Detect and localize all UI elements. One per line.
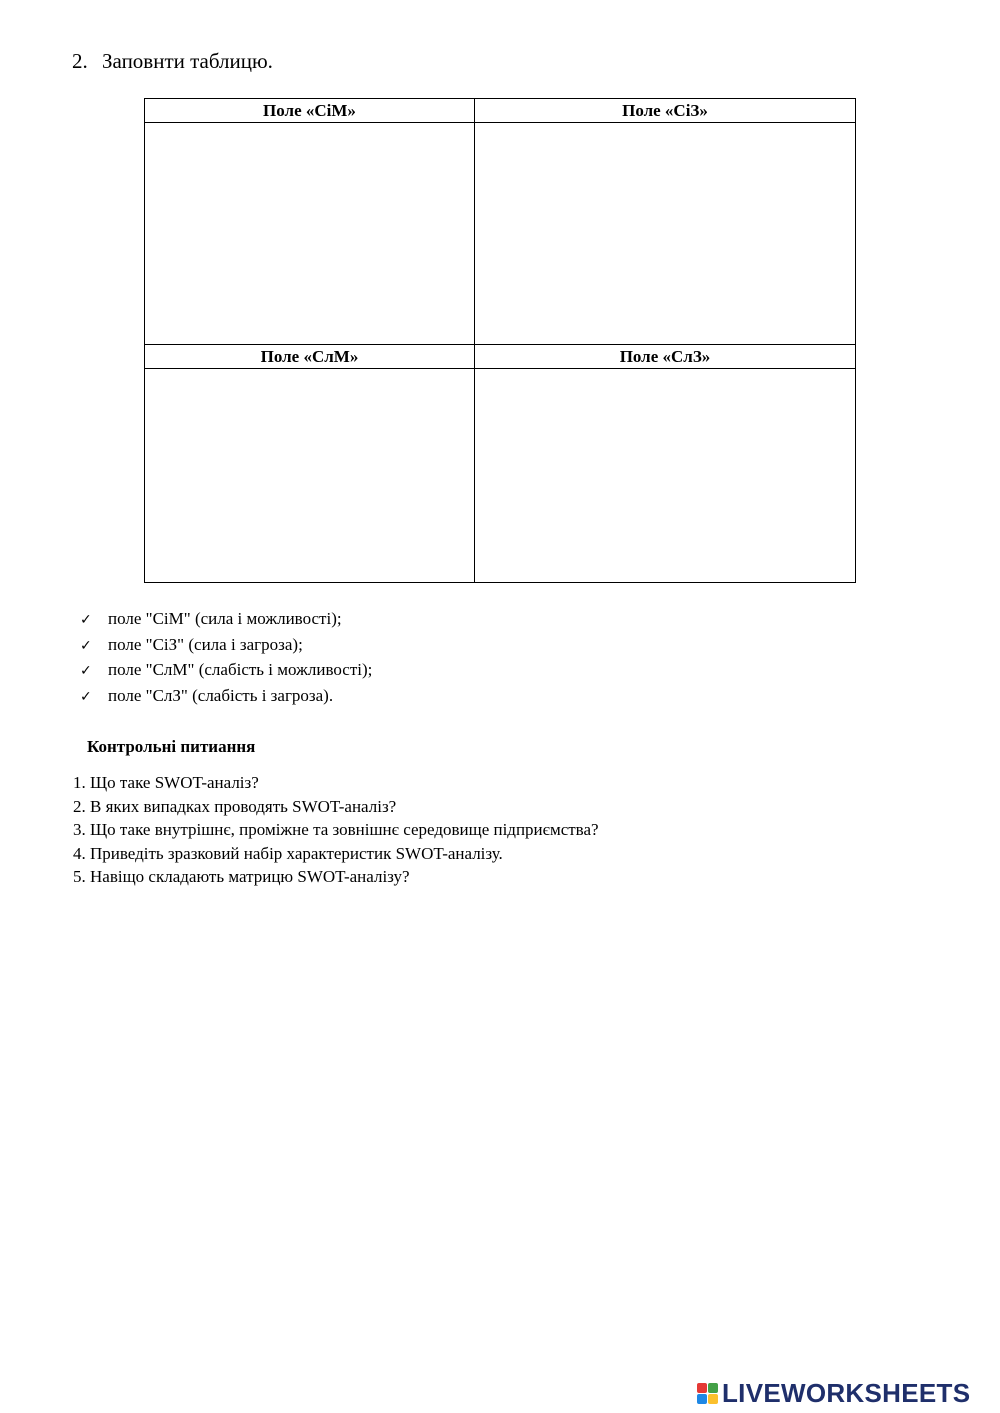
legend-list — [80, 607, 372, 709]
task-text: Заповнти таблицю. — [102, 49, 273, 73]
legend-item-text: поле "СіЗ" (сила і загроза); — [108, 634, 303, 654]
legend-item-text: поле "СлЗ" (слабість і загроза). — [108, 685, 334, 705]
swot-input-row-bottom — [145, 369, 856, 583]
logo-mark-icon — [697, 1383, 718, 1404]
header-sim: Поле «СіМ» — [145, 99, 475, 123]
legend-item-text: поле "СіМ" (сила і можливості); — [108, 609, 342, 628]
logo-square — [697, 1383, 707, 1393]
logo-square — [708, 1383, 718, 1393]
list-item — [80, 684, 372, 710]
field-siz-input[interactable] — [475, 123, 856, 345]
control-questions-list — [73, 771, 599, 889]
checkmark-icon: ✓ — [80, 688, 92, 705]
header-slz: Поле «СлЗ» — [475, 345, 856, 369]
field-sim-input[interactable] — [145, 123, 475, 345]
logo-square — [708, 1394, 718, 1404]
checkmark-icon: ✓ — [80, 663, 92, 679]
swot-header-row-top — [145, 99, 856, 123]
field-slz-input[interactable] — [475, 369, 856, 583]
legend-item-text: поле "СлМ" (слабість і можливості); — [108, 660, 373, 679]
task-heading — [72, 48, 273, 74]
question-item: 3. Що таке внутрішнє, проміжне та зовнішнє середовище підприємства? — [73, 820, 599, 839]
task-number: 2. — [72, 49, 88, 73]
question-item: 1. Що таке SWOT-аналіз? — [73, 773, 259, 792]
checkmark-icon: ✓ — [80, 612, 92, 628]
swot-table — [144, 98, 856, 583]
list-item — [80, 633, 372, 659]
swot-input-row-top — [145, 123, 856, 345]
question-item: 2. В яких випадках проводять SWOT-аналіз? — [73, 796, 397, 816]
logo-square — [697, 1394, 707, 1404]
liveworksheets-logo — [697, 1379, 970, 1407]
header-siz: Поле «СіЗ» — [475, 99, 856, 123]
question-item: 4. Приведіть зразковий набір характеристик SWOT-аналізу. — [73, 843, 503, 863]
header-slm: Поле «СлМ» — [145, 345, 475, 369]
question-item: 5. Навіщо складають матрицю SWOT-аналізу? — [73, 867, 410, 886]
control-questions-title: Контрольні питиання — [87, 737, 256, 756]
checkmark-icon: ✓ — [80, 637, 92, 654]
list-item — [80, 658, 372, 684]
logo-text: LIVEWORKSHEETS — [722, 1378, 971, 1408]
list-item — [80, 607, 372, 633]
swot-header-row-bottom — [145, 345, 856, 369]
field-slm-input[interactable] — [145, 369, 475, 583]
